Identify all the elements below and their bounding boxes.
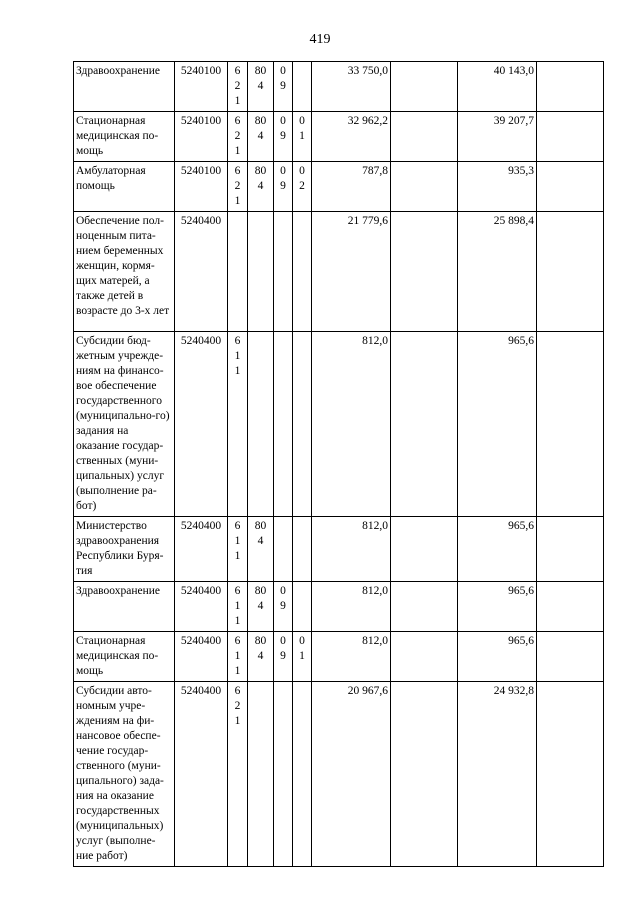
row-code-part-1-text: 6 2 1	[234, 685, 241, 727]
row-amount-2-text: 965,6	[508, 635, 534, 647]
row-amount-1	[312, 62, 391, 112]
row-name	[74, 517, 175, 582]
row-amount-2	[458, 162, 537, 212]
row-code-part-3	[274, 162, 293, 212]
row-code	[175, 112, 228, 162]
row-code-part-1	[228, 682, 248, 867]
row-code-part-1	[228, 62, 248, 112]
row-amount-2	[458, 682, 537, 867]
row-code-part-4	[293, 517, 312, 582]
row-code-part-2	[248, 212, 274, 332]
row-code-part-1	[228, 582, 248, 632]
row-code-part-1-text: 6 1 1	[234, 585, 241, 627]
row-amount-1-text: 812,0	[362, 635, 388, 647]
row-amount-1	[312, 112, 391, 162]
row-empty-cell	[391, 517, 458, 582]
row-code-part-4-text: 0 1	[299, 635, 305, 662]
row-code-part-4	[293, 112, 312, 162]
row-amount-2-text: 24 932,8	[493, 685, 534, 697]
row-empty-cell	[537, 682, 604, 867]
row-amount-1-text: 32 962,2	[347, 115, 388, 127]
row-name-text: Стационарная медицинская по-мощь	[76, 115, 159, 157]
row-empty-cell	[391, 582, 458, 632]
row-code-part-2	[248, 332, 274, 517]
row-amount-2-text: 965,6	[508, 520, 534, 532]
row-code-part-2	[248, 112, 274, 162]
row-amount-1-text: 812,0	[362, 335, 388, 347]
row-code-text: 5240100	[180, 115, 222, 127]
row-code-part-2-text: 80 4	[254, 65, 267, 92]
row-amount-1-text: 812,0	[362, 585, 388, 597]
row-empty-cell	[537, 632, 604, 682]
row-empty-cell	[537, 332, 604, 517]
row-code-text: 5240400	[180, 585, 222, 597]
row-name-text: Здравоохранение	[76, 585, 161, 597]
row-amount-1	[312, 517, 391, 582]
row-code-part-1-text: 6 2 1	[234, 115, 241, 157]
row-amount-1	[312, 582, 391, 632]
row-code-part-4	[293, 332, 312, 517]
row-code-part-2-text: 80 4	[254, 585, 267, 612]
row-code-part-2	[248, 632, 274, 682]
row-name	[74, 162, 175, 212]
row-amount-1-text: 21 779,6	[347, 215, 388, 227]
row-code-part-1	[228, 162, 248, 212]
row-code	[175, 632, 228, 682]
row-code-part-2	[248, 582, 274, 632]
row-code-part-4	[293, 62, 312, 112]
row-empty-cell	[537, 212, 604, 332]
row-amount-2-text: 40 143,0	[493, 65, 534, 77]
row-name	[74, 212, 175, 332]
row-code-text: 5240400	[180, 520, 222, 532]
row-code-part-2-text: 80 4	[254, 165, 267, 192]
table-row	[74, 112, 604, 162]
table-row	[74, 62, 604, 112]
row-code-part-3-text: 0 9	[280, 115, 286, 142]
row-code-part-3-text: 0 9	[280, 585, 286, 612]
row-amount-2-text: 25 898,4	[493, 215, 534, 227]
row-amount-1-text: 33 750,0	[347, 65, 388, 77]
row-name-text: Амбулаторная помощь	[76, 165, 146, 192]
row-name-text: Министерство здравоохранения Республики Буря-тия	[76, 520, 164, 577]
row-code-part-2	[248, 62, 274, 112]
row-code-part-3-text: 0 9	[280, 65, 286, 92]
row-empty-cell	[537, 112, 604, 162]
row-code-part-3	[274, 582, 293, 632]
row-code-part-1-text: 6 2 1	[234, 65, 241, 107]
row-code-part-4	[293, 682, 312, 867]
row-amount-2	[458, 632, 537, 682]
row-code-part-4	[293, 582, 312, 632]
row-code-text: 5240400	[180, 215, 222, 227]
row-name-text: Обеспечение пол-ноценным пита-нием беременных женщин, кормя-щих матерей, а также детей в возрасте до 3-х лет	[76, 215, 170, 317]
row-code-part-3	[274, 112, 293, 162]
row-name	[74, 582, 175, 632]
row-amount-2-text: 965,6	[508, 335, 534, 347]
row-code-part-2-text: 80 4	[254, 520, 267, 547]
row-name	[74, 332, 175, 517]
row-code-part-1-text: 6 1 1	[234, 520, 241, 562]
row-code-part-1-text: 6 1 1	[234, 335, 241, 377]
row-code-part-1-text: 6 2 1	[234, 165, 241, 207]
row-code	[175, 517, 228, 582]
row-code-part-3	[274, 62, 293, 112]
row-code-part-1	[228, 212, 248, 332]
row-amount-1-text: 787,8	[362, 165, 388, 177]
row-empty-cell	[391, 212, 458, 332]
row-code	[175, 332, 228, 517]
table-row	[74, 517, 604, 582]
row-name	[74, 632, 175, 682]
row-empty-cell	[537, 62, 604, 112]
row-code-part-2	[248, 162, 274, 212]
row-empty-cell	[391, 332, 458, 517]
row-code-part-3-text: 0 9	[280, 635, 286, 662]
row-code-part-1	[228, 332, 248, 517]
row-code-part-4	[293, 212, 312, 332]
row-amount-1	[312, 332, 391, 517]
row-amount-1	[312, 162, 391, 212]
row-code-text: 5240400	[180, 635, 222, 647]
row-code-text: 5240100	[180, 165, 222, 177]
row-code-part-4	[293, 632, 312, 682]
row-name-text: Субсидии бюд-жетным учрежде-ниям на финансо-вое обеспечение государственного (муниципально-го) задания на оказание государ-ственных (муни-ципальных) услуг (выполнение ра-бот)	[76, 335, 170, 512]
row-empty-cell	[391, 632, 458, 682]
row-code-part-3	[274, 332, 293, 517]
row-code-part-1	[228, 517, 248, 582]
table-row	[74, 682, 604, 867]
row-amount-2	[458, 582, 537, 632]
row-empty-cell	[391, 112, 458, 162]
table-row	[74, 212, 604, 332]
row-code-text: 5240400	[180, 335, 222, 347]
row-amount-1	[312, 682, 391, 867]
row-name	[74, 112, 175, 162]
row-code-part-4	[293, 162, 312, 212]
row-code-part-3	[274, 212, 293, 332]
row-name-text: Субсидии авто-номным учре-ждениям на фи-нансовое обеспе-чение государ-ственного (муни-ципального) зада-ния на оказание государственных (муниципальных) услуг (выполне-ние работ)	[76, 685, 164, 862]
row-code-part-3-text: 0 9	[280, 165, 286, 192]
table-row	[74, 332, 604, 517]
row-amount-1-text: 812,0	[362, 520, 388, 532]
table-row	[74, 632, 604, 682]
row-code-part-4-text: 0 1	[299, 115, 305, 142]
row-amount-2-text: 39 207,7	[493, 115, 534, 127]
row-amount-1	[312, 632, 391, 682]
table-row	[74, 162, 604, 212]
row-code-part-3	[274, 682, 293, 867]
row-empty-cell	[537, 517, 604, 582]
row-empty-cell	[391, 62, 458, 112]
row-amount-2	[458, 212, 537, 332]
budget-table	[73, 61, 604, 867]
row-code-part-2-text: 80 4	[254, 635, 267, 662]
row-amount-2-text: 965,6	[508, 585, 534, 597]
row-code-part-1	[228, 112, 248, 162]
row-amount-2	[458, 517, 537, 582]
row-code-part-1	[228, 632, 248, 682]
row-code	[175, 162, 228, 212]
row-code	[175, 62, 228, 112]
row-code-part-2	[248, 682, 274, 867]
row-code-part-2	[248, 517, 274, 582]
page-number: 419	[309, 32, 331, 47]
row-code-part-1-text: 6 1 1	[234, 635, 241, 677]
row-amount-1	[312, 212, 391, 332]
row-amount-2	[458, 62, 537, 112]
row-code-part-3	[274, 517, 293, 582]
table-row	[74, 582, 604, 632]
row-empty-cell	[391, 162, 458, 212]
row-code-part-3	[274, 632, 293, 682]
row-code	[175, 682, 228, 867]
row-code	[175, 582, 228, 632]
row-name	[74, 62, 175, 112]
row-code	[175, 212, 228, 332]
row-name-text: Здравоохранение	[76, 65, 161, 77]
row-empty-cell	[537, 582, 604, 632]
row-empty-cell	[537, 162, 604, 212]
row-code-text: 5240100	[180, 65, 222, 77]
row-code-part-2-text: 80 4	[254, 115, 267, 142]
row-code-part-4-text: 0 2	[299, 165, 305, 192]
row-amount-2	[458, 112, 537, 162]
row-code-text: 5240400	[180, 685, 222, 697]
row-amount-1-text: 20 967,6	[347, 685, 388, 697]
row-name-text: Стационарная медицинская по-мощь	[76, 635, 159, 677]
row-empty-cell	[391, 682, 458, 867]
row-amount-2-text: 935,3	[508, 165, 534, 177]
row-amount-2	[458, 332, 537, 517]
row-name	[74, 682, 175, 867]
